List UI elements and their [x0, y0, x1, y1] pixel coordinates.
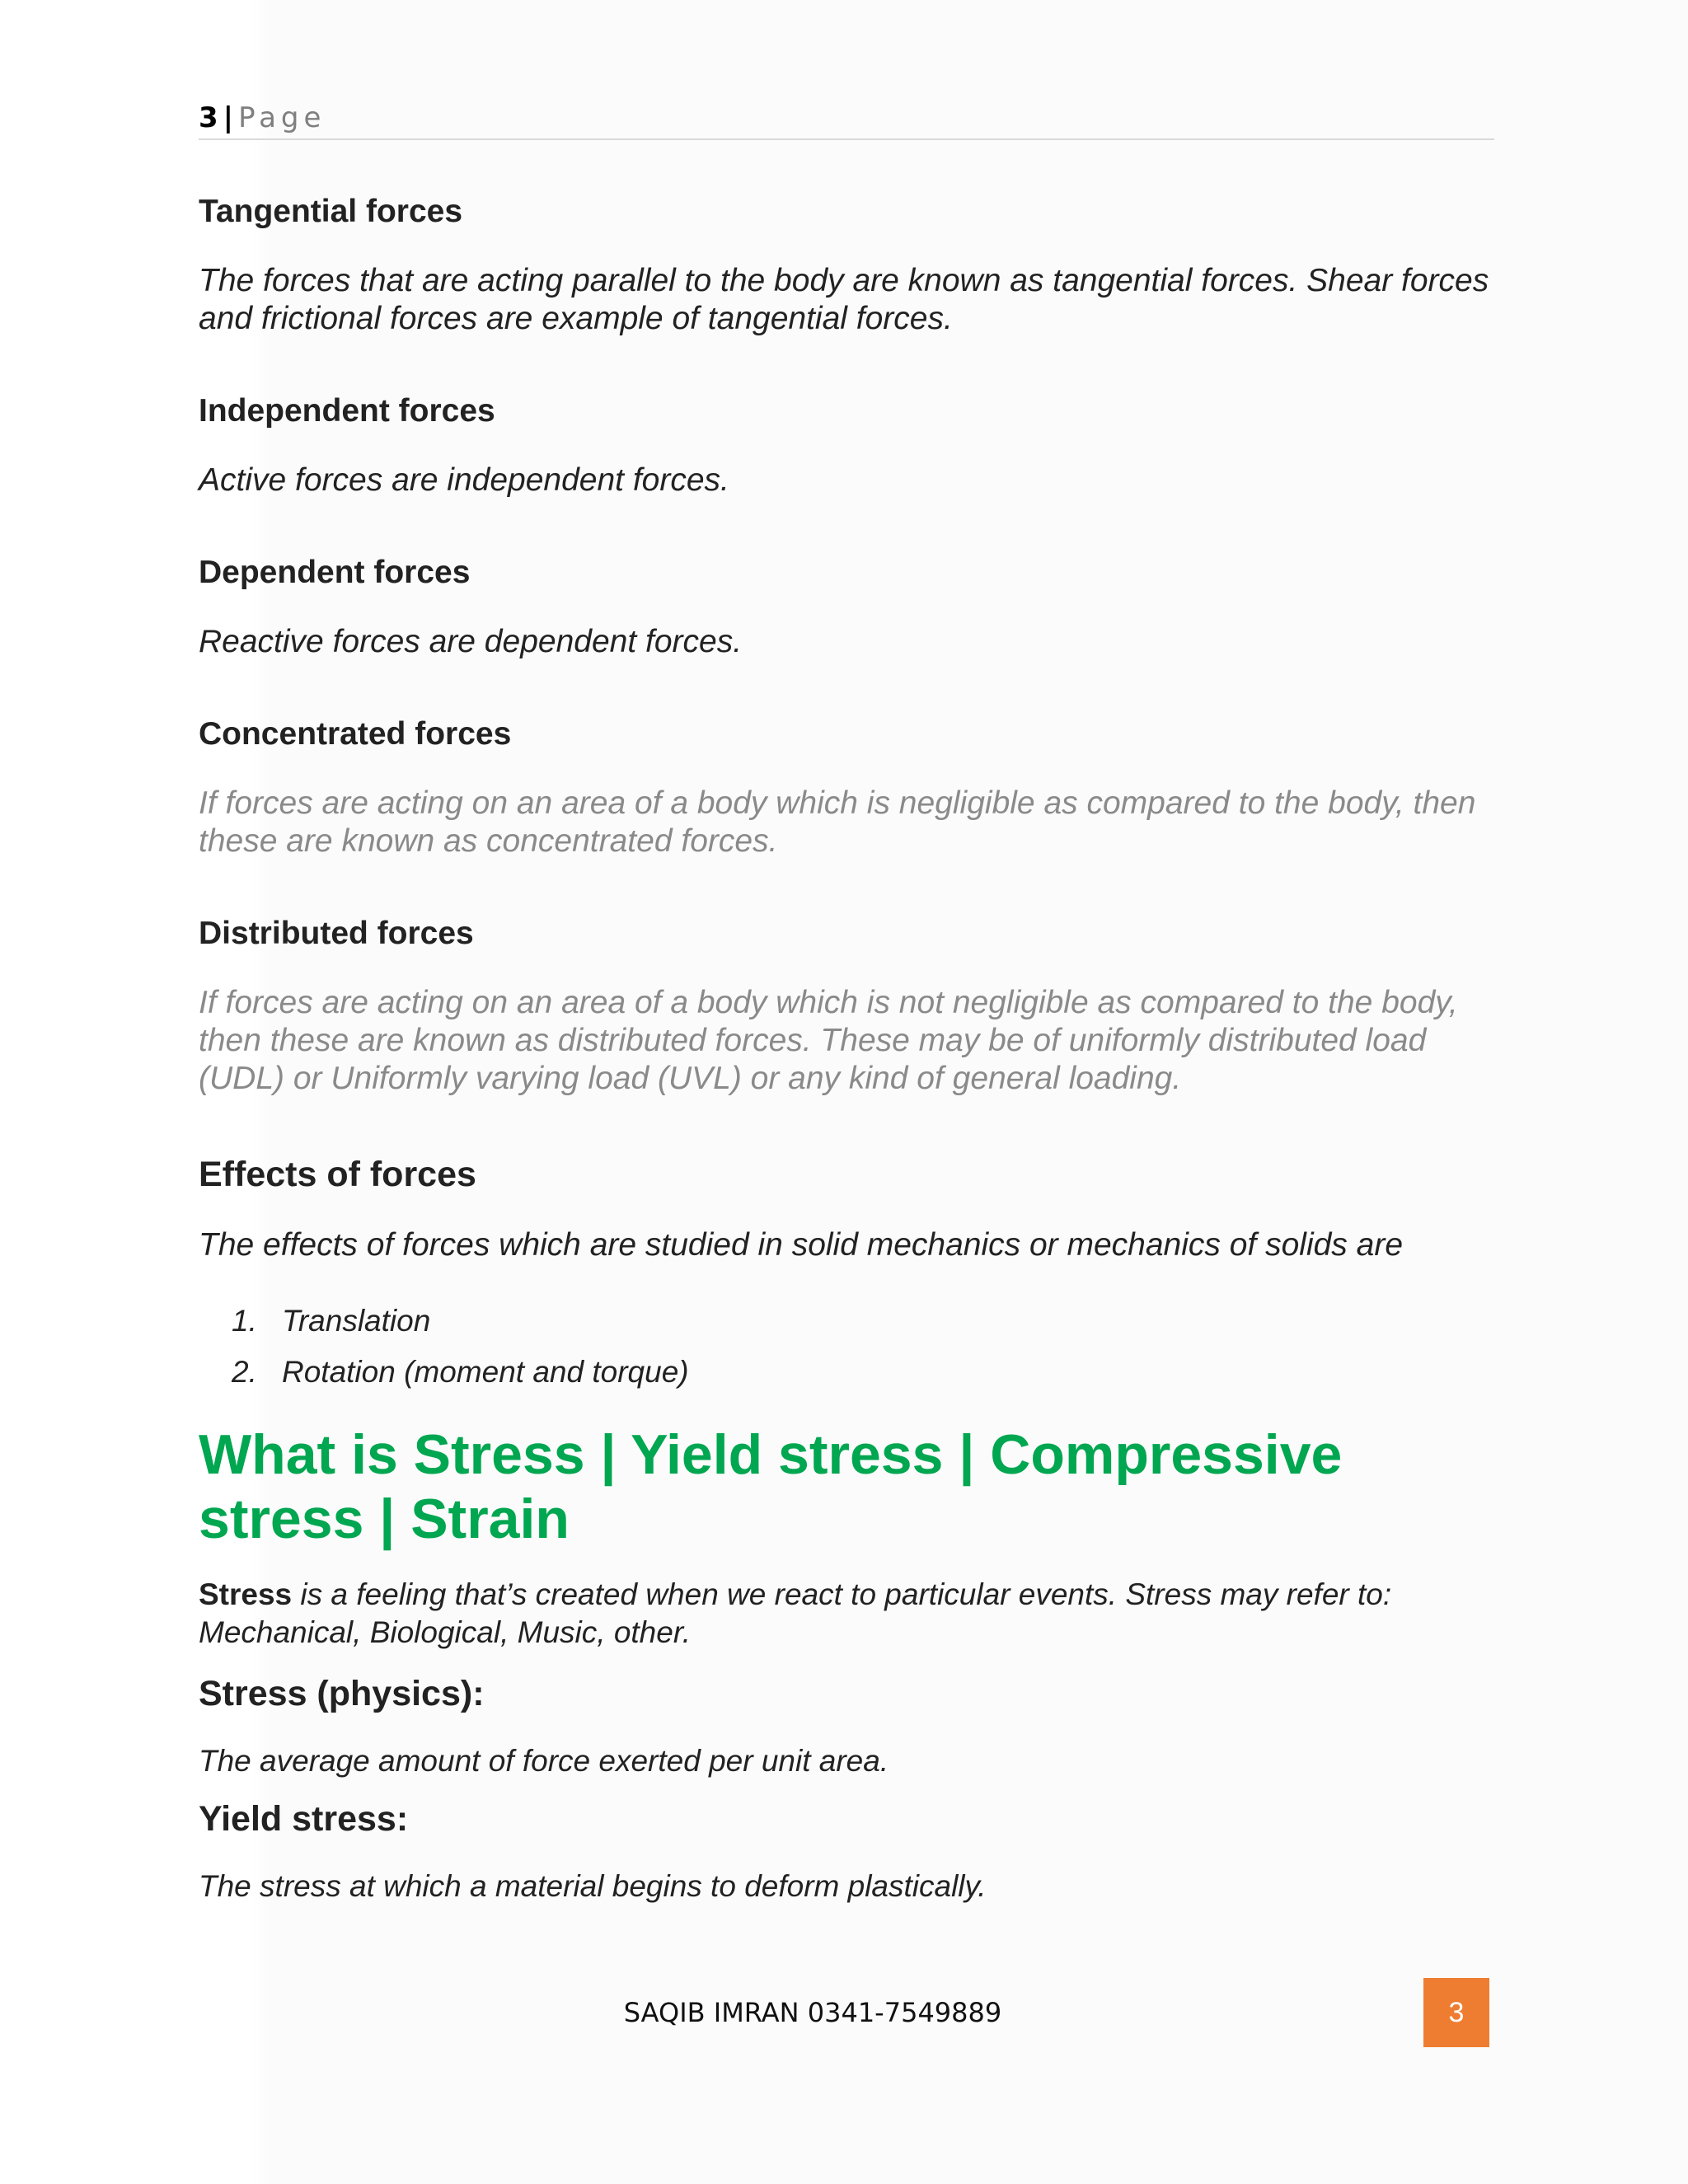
list-item — [199, 1296, 1494, 1347]
effects-list — [199, 1296, 1494, 1398]
section-body: If forces are acting on an area of a body which is negligible as compared to the body, then these are known as concentrated forces. — [199, 785, 1476, 859]
stress-intro — [199, 1576, 1494, 1652]
stress-intro-text: is a feeling that’s created when we react to particular events. Stress may refer to: Mechanical, Biological, Music, other. — [199, 1577, 1392, 1649]
stress-intro-bold: Stress — [199, 1577, 293, 1611]
section-independent — [199, 391, 1494, 499]
section-heading: Yield stress: — [199, 1799, 409, 1839]
section-dependent — [199, 552, 1494, 661]
section-body: Reactive forces are dependent forces. — [199, 624, 743, 659]
section-body: The average amount of force exerted per unit area. — [199, 1744, 889, 1778]
section-heading: Concentrated forces — [199, 716, 512, 752]
section-body: If forces are acting on an area of a body which is not negligible as compared to the body, then these are known as distributed forces. These may be of uniformly distributed load (UDL) or Uniformly varying load (UVL) or any kind of general loading. — [199, 985, 1458, 1096]
section-body: The effects of forces which are studied in solid mechanics or mechanics of solids are — [199, 1227, 1404, 1263]
list-text: Translation — [282, 1304, 431, 1338]
section-heading: Tangential forces — [199, 194, 463, 229]
section-body: The forces that are acting parallel to the body are known as tangential forces. Shear forces and frictional forces are example of tangential forces. — [199, 263, 1489, 336]
section-stress-physics — [199, 1673, 1494, 1780]
header-separator: | — [223, 101, 234, 134]
section-heading: Stress (physics): — [199, 1674, 485, 1713]
list-item — [199, 1347, 1494, 1398]
footer-author: SAQIB IMRAN 0341-7549889 — [623, 1997, 1002, 2028]
header-page-number: 3 — [199, 101, 218, 134]
page-content — [199, 191, 1494, 1905]
section-effects — [199, 1154, 1494, 1398]
section-yield-stress — [199, 1798, 1494, 1905]
section-concentrated — [199, 714, 1494, 860]
section-heading: Effects of forces — [199, 1155, 476, 1194]
list-number: 2. — [232, 1355, 257, 1389]
section-distributed — [199, 913, 1494, 1098]
stress-title: What is Stress | Yield stress | Compressive stress | Strain — [199, 1423, 1343, 1550]
page-header — [199, 97, 1494, 140]
section-body: The stress at which a material begins to deform plastically. — [199, 1869, 987, 1903]
header-page-label: Page — [238, 101, 326, 134]
list-text: Rotation (moment and torque) — [282, 1355, 689, 1389]
list-number: 1. — [232, 1304, 257, 1338]
section-body: Active forces are independent forces. — [199, 462, 729, 498]
section-heading: Distributed forces — [199, 916, 474, 951]
section-tangential — [199, 191, 1494, 338]
section-heading: Independent forces — [199, 393, 495, 429]
section-heading: Dependent forces — [199, 555, 471, 590]
footer-page-number-box: 3 — [1423, 1978, 1489, 2047]
